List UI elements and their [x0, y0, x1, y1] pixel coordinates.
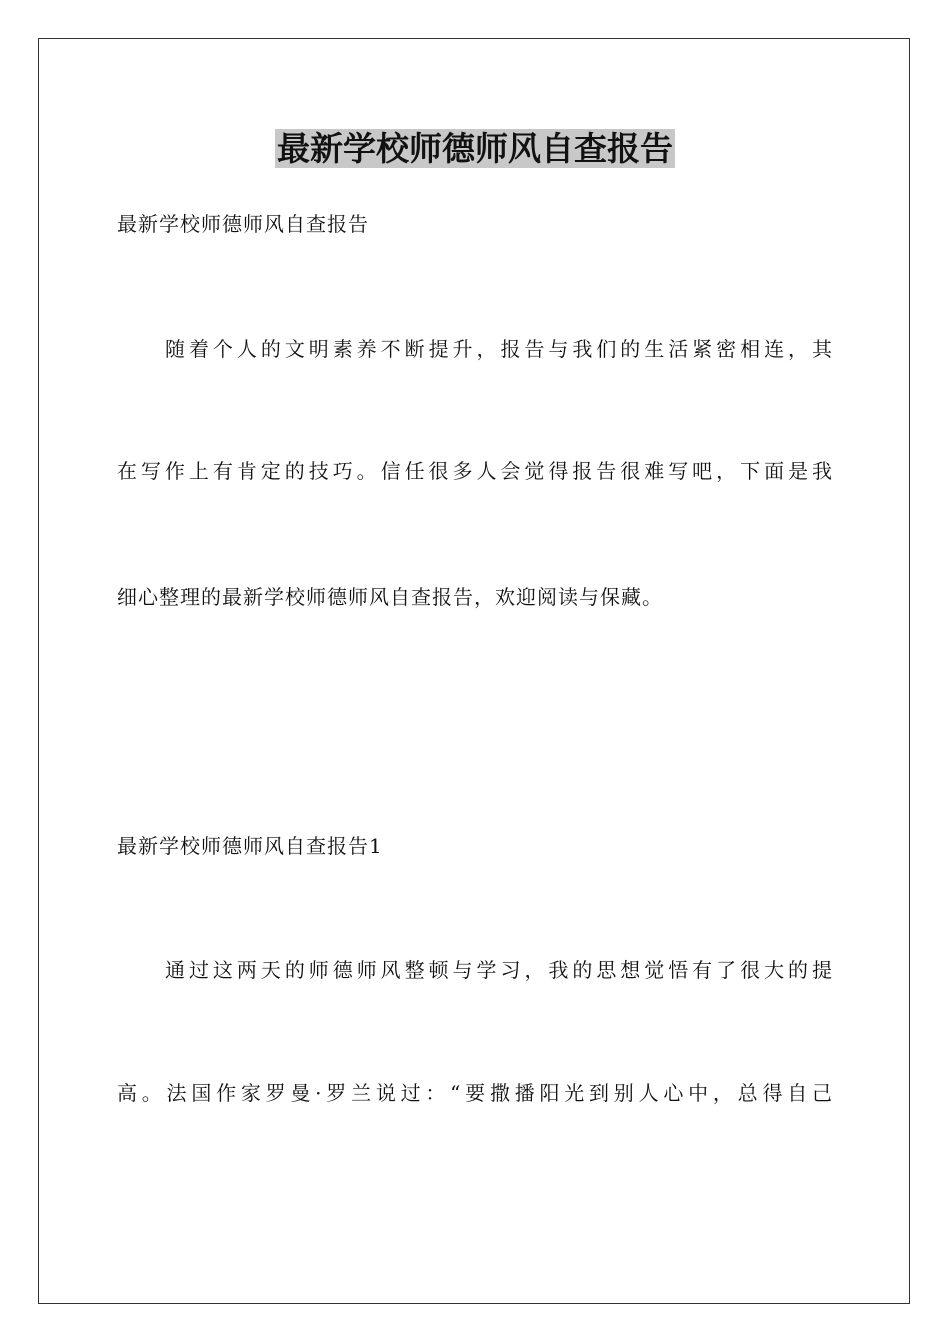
document-title — [0, 125, 950, 173]
paragraph-line: 在写作上有肯定的技巧。信任很多人会觉得报告很难写吧，下面是我 — [117, 459, 833, 483]
document-title-text: 最新学校师德师风自查报告 — [277, 129, 673, 168]
subtitle-line: 最新学校师德师风自查报告 — [117, 212, 369, 236]
paragraph-line: 通过这两天的师德师风整顿与学习，我的思想觉悟有了很大的提 — [165, 958, 833, 982]
section-heading: 最新学校师德师风自查报告1 — [117, 834, 383, 858]
paragraph-line: 随着个人的文明素养不断提升，报告与我们的生活紧密相连，其 — [165, 337, 833, 361]
paragraph-line: 细心整理的最新学校师德师风自查报告，欢迎阅读与保藏。 — [117, 585, 663, 609]
paragraph-line: 高。法国作家罗曼·罗兰说过：“要撒播阳光到别人心中，总得自己 — [117, 1081, 833, 1105]
